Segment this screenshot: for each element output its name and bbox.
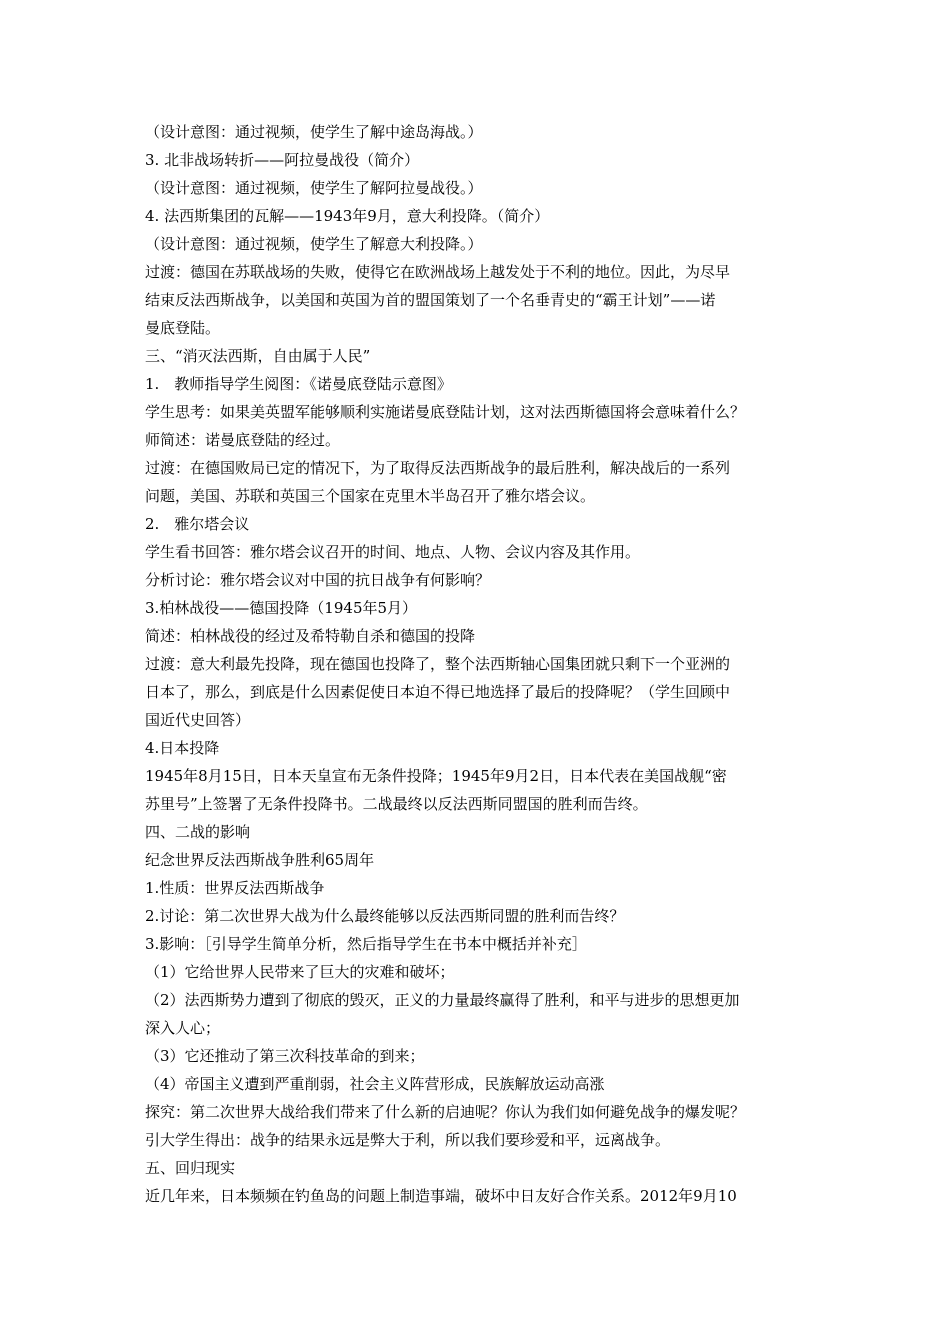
item-fascist-collapse: 4. 法西斯集团的瓦解——1943年9月，意大利投降。（简介） (145, 207, 550, 225)
document-page (145, 118, 805, 1210)
transition-paragraph-line: 国近代史回答） (145, 711, 251, 729)
item-normandy-map: 1. 教师指导学生阅图：《诺曼底登陆示意图》 (145, 375, 452, 393)
exploration: 探究：第二次世界大战给我们带来了什么新的启迪呢？你认为我们如何避免战争的爆发呢？ (145, 1103, 746, 1121)
transition-paragraph-line: 过渡：意大利最先投降，现在德国也投降了，整个法西斯轴心国集团就只剩下一个亚洲的 (145, 655, 731, 673)
item-yalta: 2. 雅尔塔会议 (145, 515, 250, 533)
teacher-summary: 师简述：诺曼底登陆的经过。 (145, 431, 341, 449)
impact-point-2: （2）法西斯势力遭到了彻底的毁灭，正义的力量最终赢得了胜利，和平与进步的思想更加 (145, 991, 740, 1009)
brief-berlin: 简述：柏林战役的经过及希特勒自杀和德国的投降 (145, 627, 476, 645)
transition-paragraph-line: 过渡：德国在苏联战场的失败，使得它在欧洲战场上越发处于不利的地位。因此，为尽早 (145, 263, 731, 281)
surrender-paragraph-line: 苏里号”上签署了无条件投降书。二战最终以反法西斯同盟国的胜利而告终。 (145, 795, 648, 813)
item-japan-surrender: 4.日本投降 (145, 739, 220, 757)
student-answer: 学生看书回答：雅尔塔会议召开的时间、地点、人物、会议内容及其作用。 (145, 543, 641, 561)
item-discussion: 2.讨论：第二次世界大战为什么最终能够以反法西斯同盟的胜利而告终？ (145, 907, 625, 925)
design-intent-midway: （设计意图：通过视频，使学生了解中途岛海战。） (145, 123, 483, 141)
item-impact: 3.影响：［引导学生简单分析，然后指导学生在书本中概括并补充］ (145, 935, 587, 953)
impact-point-2-cont: 深入人心； (145, 1019, 221, 1037)
section-heading-4: 四、二战的影响 (145, 823, 251, 841)
item-north-africa-turning-point: 3. 北非战场转折——阿拉曼战役（简介） (145, 151, 420, 169)
item-berlin: 3.柏林战役——德国投降（1945年5月） (145, 599, 418, 617)
transition-paragraph-line: 过渡：在德国败局已定的情况下，为了取得反法西斯战争的最后胜利，解决战后的一系列 (145, 459, 731, 477)
impact-point-1: （1）它给世界人民带来了巨大的灾难和破坏； (145, 963, 455, 981)
design-intent-italy: （设计意图：通过视频，使学生了解意大利投降。） (145, 235, 483, 253)
anniversary-line: 纪念世界反法西斯战争胜利65周年 (145, 851, 375, 869)
surrender-paragraph-line: 1945年8月15日，日本天皇宣布无条件投降；1945年9月2日，日本代表在美国战舰“密 (145, 767, 727, 785)
student-thinking: 学生思考：如果美英盟军能够顺利实施诺曼底登陆计划，这对法西斯德国将会意味着什么？ (145, 403, 746, 421)
item-nature: 1.性质：世界反法西斯战争 (145, 879, 325, 897)
impact-point-3: （3）它还推动了第三次科技革命的到来； (145, 1047, 425, 1065)
transition-paragraph-line: 日本了，那么，到底是什么因素促使日本迫不得已地选择了最后的投降呢？（学生回顾中 (145, 683, 731, 701)
transition-paragraph-line: 曼底登陆。 (145, 319, 221, 337)
transition-paragraph-line: 结束反法西斯战争，以美国和英国为首的盟国策划了一个名垂青史的“霸王计划”——诺 (145, 291, 716, 309)
discussion: 分析讨论：雅尔塔会议对中国的抗日战争有何影响？ (145, 571, 491, 589)
design-intent-alamein: （设计意图：通过视频，使学生了解阿拉曼战役。） (145, 179, 483, 197)
impact-point-4: （4）帝国主义遭到严重削弱，社会主义阵营形成，民族解放运动高涨 (145, 1075, 605, 1093)
section-heading-5: 五、回归现实 (145, 1159, 236, 1177)
conclusion: 引大学生得出：战争的结果永远是弊大于利，所以我们要珍爱和平，远离战争。 (145, 1131, 671, 1149)
section-heading-3: 三、“消灭法西斯，自由属于人民” (145, 347, 371, 365)
transition-paragraph-line: 问题，美国、苏联和英国三个国家在克里木半岛召开了雅尔塔会议。 (145, 487, 596, 505)
reality-paragraph-line: 近几年来，日本频频在钓鱼岛的问题上制造事端，破坏中日友好合作关系。2012年9月10 (145, 1187, 737, 1205)
